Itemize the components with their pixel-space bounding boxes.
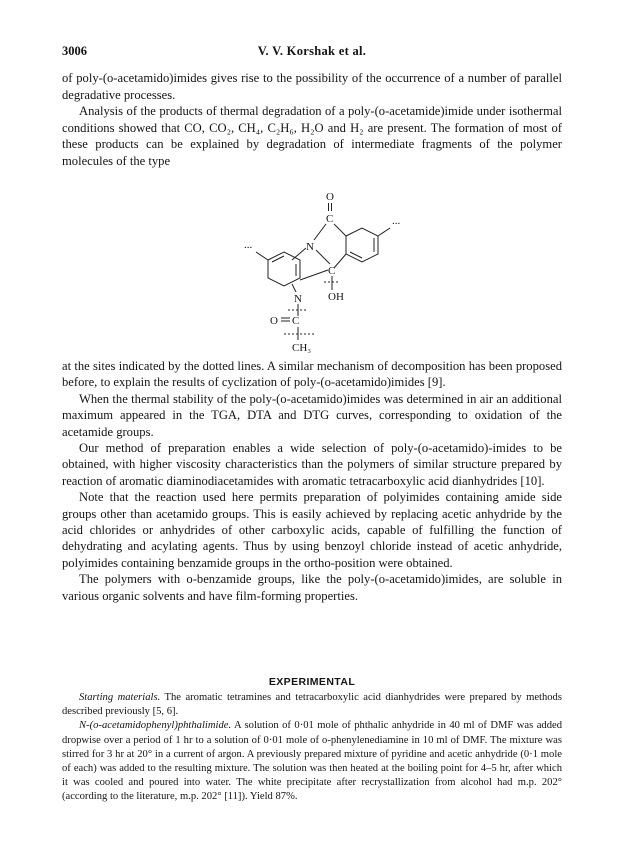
paragraph-3: at the sites indicated by the dotted lines. A similar mechanism of decomposition has been proposed before, to explain the results of cyclization of poly-(o-acetamido)imides [9].	[62, 359, 562, 390]
paragraph-5: Our method of preparation enables a wide selection of poly-(o-acetamido)-imides to be obtained, with higher viscosity characteristics than the polymers of similar structure prepared by reaction of aromatic diaminodiacetamides with aromatic tetracarboxylic acid dianhydrides [10].	[62, 441, 562, 488]
chemical-structure	[230, 188, 420, 356]
label-c-top: C	[326, 213, 334, 225]
starting-materials-title: Starting materials.	[79, 692, 161, 703]
label-c-acyl: C	[292, 315, 300, 327]
page-number: 3006	[62, 44, 87, 58]
label-o-top: O	[326, 191, 334, 203]
compound-paragraph	[62, 719, 562, 804]
paragraph-6: Note that the reaction used here permits preparation of polyimides containing amide side groups other than acetamido groups. This is easily achieved by replacing acetic anhydride by the acid chlorides or anhydrides of other carboxylic acids, capable of fulfilling the function of dehydrating and acylating agents. Thus by using benzoyl chloride instead of acetic anhydride, polyimides containing benzamide groups in the ortho-position were obtained.	[62, 490, 562, 570]
starting-materials-body: The aromatic tetramines and tetracarboxylic acid dianhydrides were prepared by methods described previously [5, 6].	[62, 692, 562, 718]
compound-title: N-(o-acetamidophenyl)phthalimide.	[79, 720, 232, 732]
label-n-ring: N	[306, 241, 314, 253]
experimental-text	[62, 691, 562, 805]
label-ch3: CH₃	[292, 342, 312, 354]
label-n-amide: N	[294, 293, 302, 305]
paragraph-7: The polymers with o-benzamide groups, like the poly-(o-acetamido)imides, are soluble in various organic solvents and have film-forming properties.	[62, 572, 562, 603]
label-c-mid: C	[328, 265, 336, 277]
paragraph-1: of poly-(o-acetamido)imides gives rise to the possibility of the occurrence of a number of parallel degradative processes.	[62, 71, 562, 102]
ellipsis-left: ...	[244, 239, 253, 251]
intro-text	[62, 70, 562, 170]
section-heading-experimental: EXPERIMENTAL	[268, 676, 356, 688]
label-oh: OH	[328, 291, 344, 303]
structure-drawing	[230, 188, 420, 356]
running-head: V. V. Korshak et al.	[257, 44, 367, 58]
ellipsis-right: ...	[392, 215, 401, 227]
compound-body: A solution of 0·01 mole of phthalic anhydride in 40 ml of DMF was added dropwise over a period of 1 hr to a solution of 0·01 mole of o-phenylenediamine in 10 ml of DMF. The mixture was stirred for 3 hr at 20° in a current of argon. A previously prepared mixture of pyridine and acetic anhydride (0·1 mole of each) was added to the resulting mixture. The solution was then heated at the boiling point for 4–5 hr, after which it was cooled and poured into water. The white precipitate after recrystallization from alcohol had m.p. 202° (according to the literature, m.p. 202° [11]). Yield 87%.	[62, 720, 562, 803]
paragraph-4: When the thermal stability of the poly-(o-acetamido)imides was determined in air an additional maximum appeared in the TGA, DTA and DTG curves, corresponding to oxidation of the acetamide groups.	[62, 391, 562, 439]
starting-materials-paragraph	[62, 691, 562, 719]
label-o-eq: O	[270, 315, 278, 327]
discussion-text	[62, 358, 562, 604]
paragraph-2: Analysis of the products of thermal degradation of a poly-(o-acetamide)imide under isothermal conditions showed that CO, CO₂, CH₄, C₂H₆, H₂O and H₂ are present. The formation of most of these products can be explained by degradation of intermediate fragments of the polymer molecules of the type	[62, 104, 562, 168]
page-header	[62, 44, 562, 62]
